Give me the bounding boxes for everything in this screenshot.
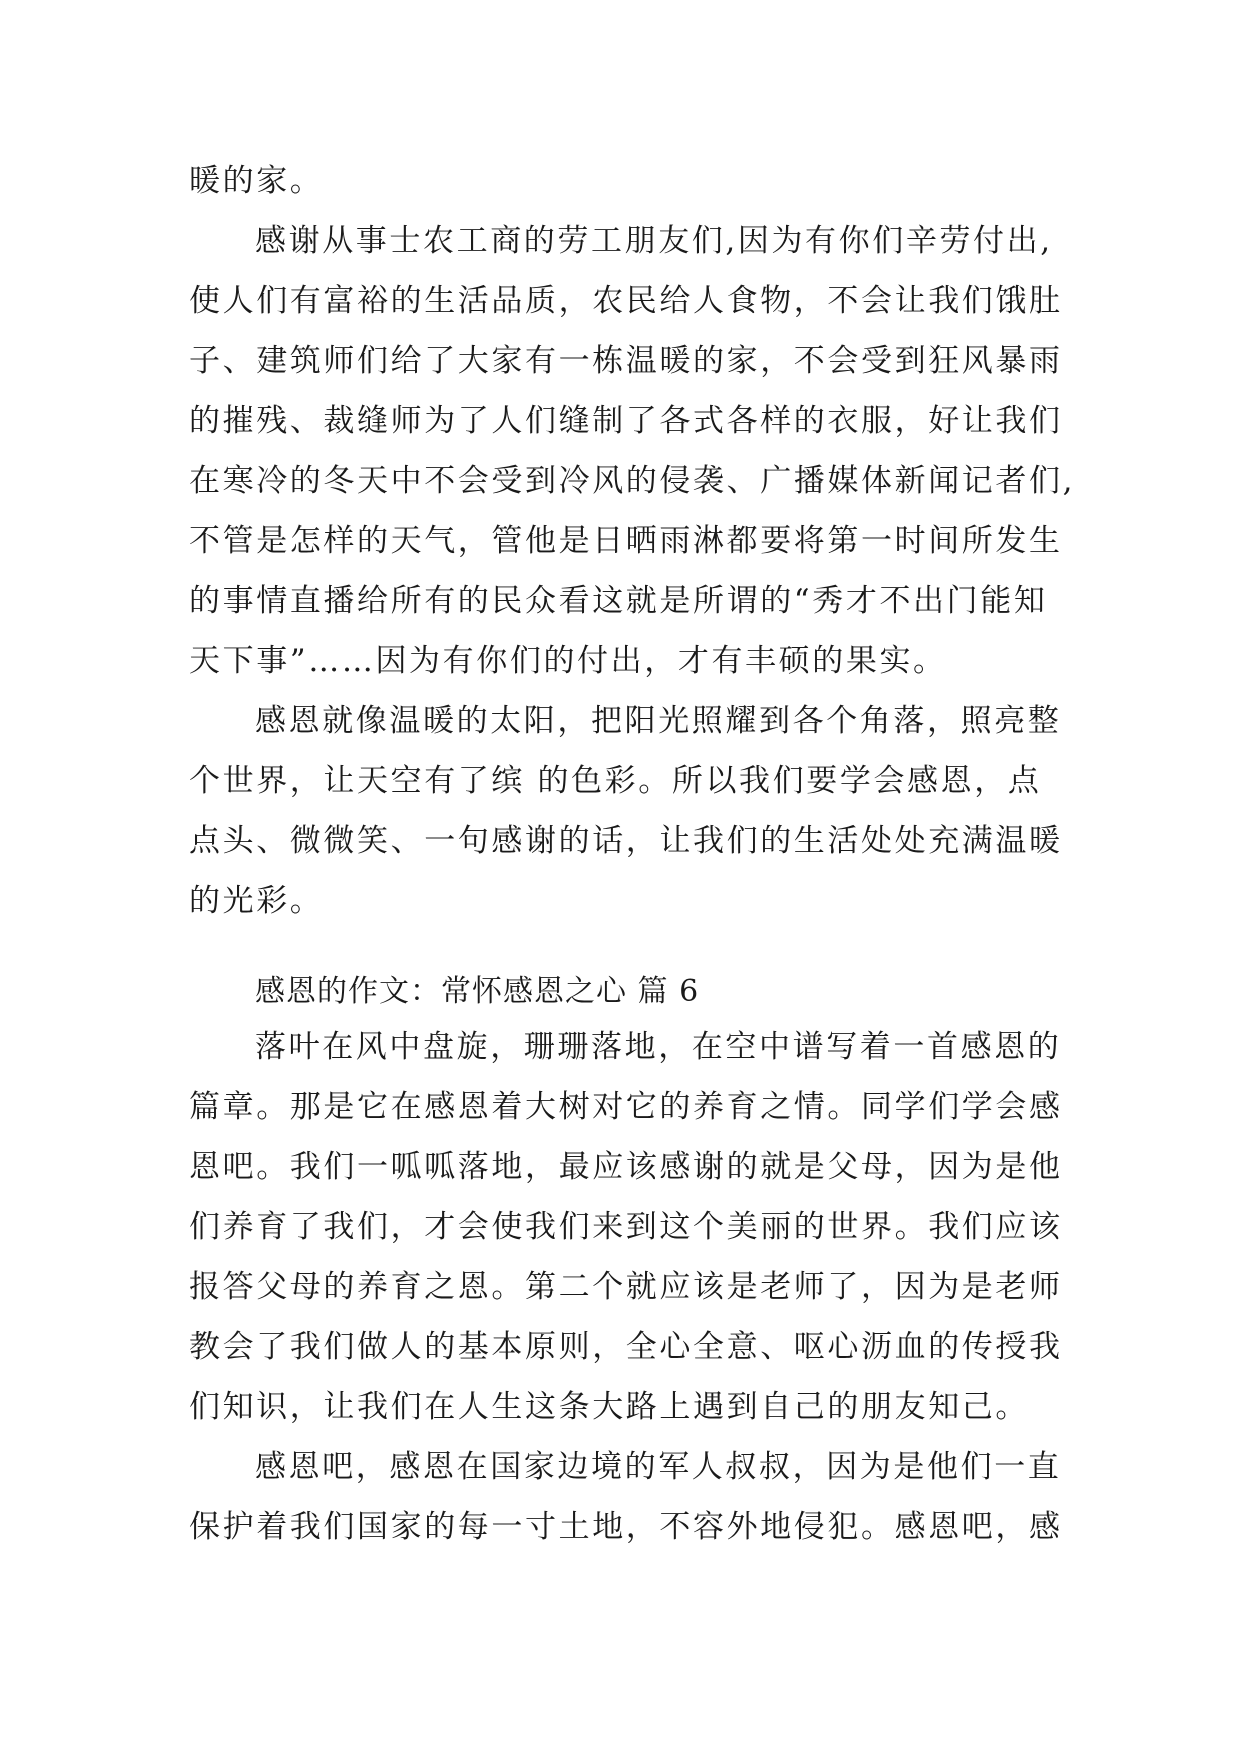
text-line: 在寒冷的冬天中不会受到冷风的侵袭、广播媒体新闻记者们, [189, 463, 1076, 499]
text-line: 篇章。那是它在感恩着大树对它的养育之情。同学们学会感 [189, 1089, 1063, 1125]
text-line: 子、建筑师们给了大家有一栋温暖的家，不会受到狂风暴雨 [189, 343, 1063, 379]
text-line: 们养育了我们，才会使我们来到这个美丽的世界。我们应该 [189, 1209, 1063, 1245]
section-heading-row [189, 966, 699, 1010]
paragraph-start-line: 感恩吧，感恩在国家边境的军人叔叔，因为是他们一直 [255, 1449, 1062, 1485]
paragraph-start-line: 感谢从事士农工商的劳工朋友们,因为有你们辛劳付出, [255, 223, 1053, 259]
text-line: 报答父母的养育之恩。第二个就应该是老师了，因为是老师 [189, 1269, 1063, 1305]
paragraph-start-line: 落叶在风中盘旋，珊珊落地，在空中谱写着一首感恩的 [255, 1029, 1062, 1065]
text-line: 点头、微微笑、一句感谢的话，让我们的生活处处充满温暖 [189, 823, 1063, 859]
text-line: 教会了我们做人的基本原则，全心全意、呕心沥血的传授我 [189, 1329, 1063, 1365]
essay-section-2 [189, 1017, 1069, 1557]
text-line: 个世界，让天空有了缤 的色彩。所以我们要学会感恩，点 [189, 763, 1042, 799]
text-line: 使人们有富裕的生活品质，农民给人食物，不会让我们饿肚 [189, 283, 1063, 319]
text-line: 恩吧。我们一呱呱落地，最应该感谢的就是父母，因为是他 [189, 1149, 1063, 1185]
text-line: 暖的家。 [189, 163, 324, 199]
text-line: 们知识，让我们在人生这条大路上遇到自己的朋友知己。 [189, 1389, 1029, 1425]
text-line: 不管是怎样的天气，管他是日晒雨淋都要将第一时间所发生 [189, 523, 1063, 559]
paragraph-start-line: 感恩就像温暖的太阳，把阳光照耀到各个角落，照亮整 [255, 703, 1062, 739]
text-line: 天下事”……因为有你们的付出，才有丰硕的果实。 [189, 643, 947, 679]
section-heading: 感恩的作文：常怀感恩之心 篇 6 [255, 974, 700, 1009]
essay-section-1 [189, 151, 1076, 931]
text-line: 的光彩。 [189, 883, 324, 919]
text-line: 的事情直播给所有的民众看这就是所谓的“秀才不出门能知 [189, 583, 1048, 619]
text-line: 的摧残、裁缝师为了人们缝制了各式各样的衣服，好让我们 [189, 403, 1063, 439]
text-line: 保护着我们国家的每一寸土地，不容外地侵犯。感恩吧，感 [189, 1509, 1063, 1545]
